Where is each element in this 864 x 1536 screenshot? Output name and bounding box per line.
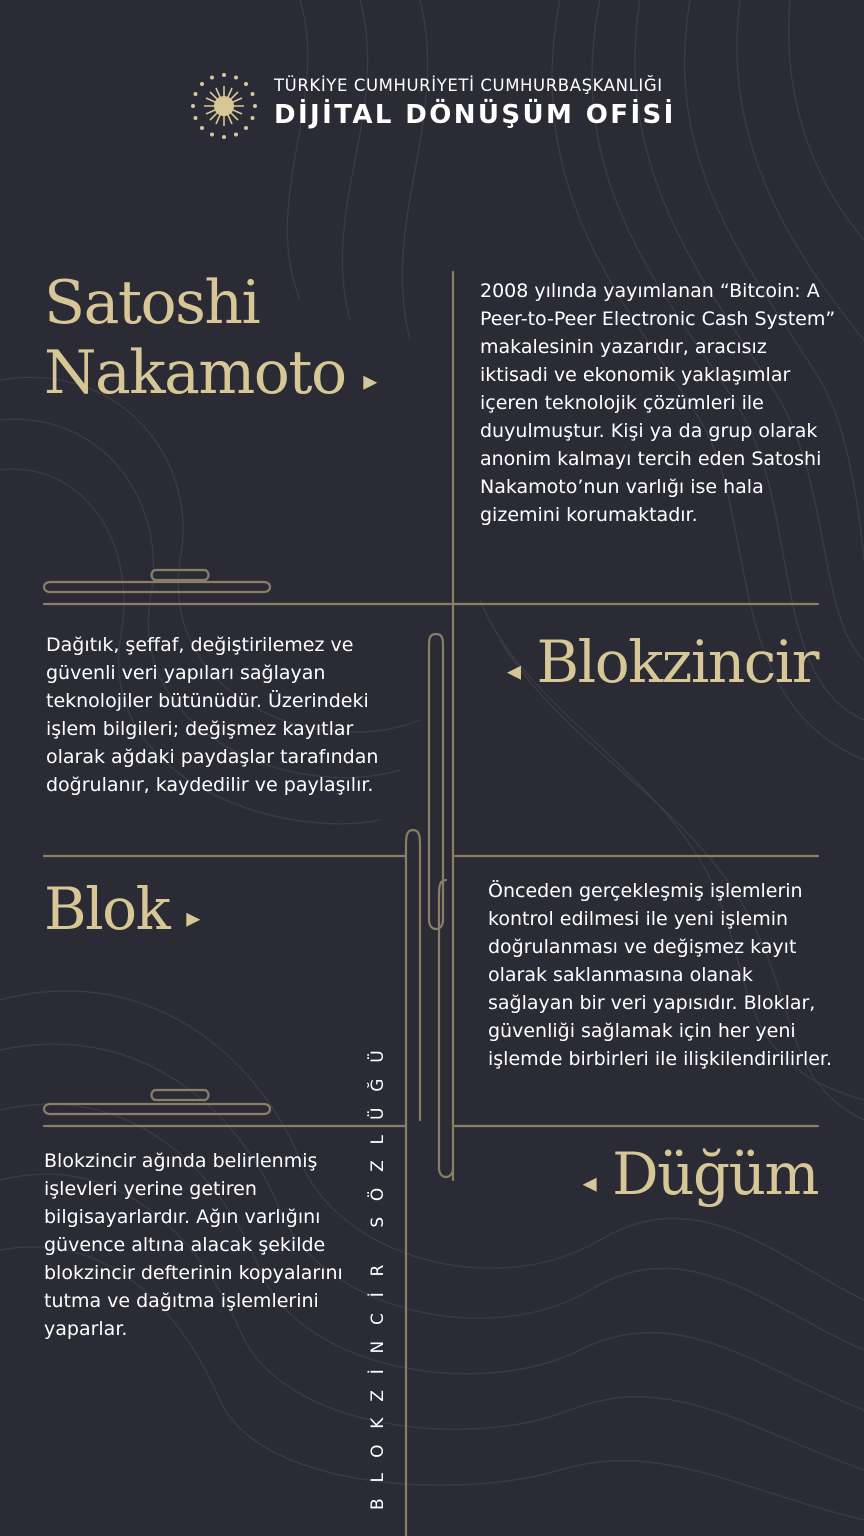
term-description-satoshi-nakamoto: 2008 yılında yayımlanan “Bitcoin: A Peer-to-Peer Electronic Cash System” makalesinin yazarıdır, aracısız iktisadi ve ekonomik yaklaşımlar içeren teknolojik çözümleri ile duyulmuştur. Kişi ya da grup olarak anonim kalmayı tercih eden Satoshi Nakamoto’nun varlığı ise hala gizemini korumaktadır. bbox=[480, 280, 836, 526]
term-title-blokzincir bbox=[507, 628, 818, 696]
term-title-blok bbox=[44, 875, 199, 943]
triangle-left-icon: ◂ bbox=[507, 654, 520, 688]
term-title-satoshi-nakamoto bbox=[44, 268, 376, 412]
triangle-right-icon: ▸ bbox=[186, 901, 199, 935]
header-line-1: TÜRKİYE CUMHURİYETİ CUMHURBAŞKANLIĞI bbox=[274, 76, 663, 95]
term-title-dugum bbox=[583, 1140, 818, 1208]
term-title-text: Blokzincir bbox=[536, 628, 818, 696]
term-description-blokzincir: Dağıtık, şeffaf, değiştirilemez ve güvenli veri yapıları sağlayan teknolojiler bütünüdür. Üzerindeki işlem bilgileri; değişmez kayıtlar olarak ağdaki paydaşlar tarafından doğrulanır, kaydedilir ve paylaşılır. bbox=[46, 634, 379, 796]
term-description-dugum: Blokzincir ağında belirlenmiş işlevleri yerine getiren bilgisayarlardır. Ağın varlığını güvence altına alacak şekilde blokzincir defterinin kopyalarını tutma ve dağıtma işlemlerini yaparlar. bbox=[44, 1150, 343, 1340]
triangle-left-icon: ◂ bbox=[582, 1166, 596, 1200]
vertical-glossary-title: BLOKZİNCİR SÖZLÜĞÜ bbox=[368, 1034, 388, 1510]
term-title-line-2: Nakamoto bbox=[44, 338, 346, 408]
term-title-line-1: Satoshi bbox=[44, 268, 260, 338]
header-line-2: DİJİTAL DÖNÜŞÜM OFİSİ bbox=[274, 100, 676, 130]
term-description-blok: Önceden gerçekleşmiş işlemlerin kontrol edilmesi ile yeni işlemin doğrulanması ve değişmez kayıt olarak saklanmasına olanak sağlayan bir veri yapısıdır. Bloklar, güvenliği sağlamak için her yeni işlemde birbirleri ile ilişkilendirilirler. bbox=[488, 880, 833, 1070]
term-title-text: Blok bbox=[44, 875, 170, 943]
term-title-text: Düğüm bbox=[612, 1140, 818, 1208]
triangle-right-icon: ▸ bbox=[363, 364, 376, 398]
